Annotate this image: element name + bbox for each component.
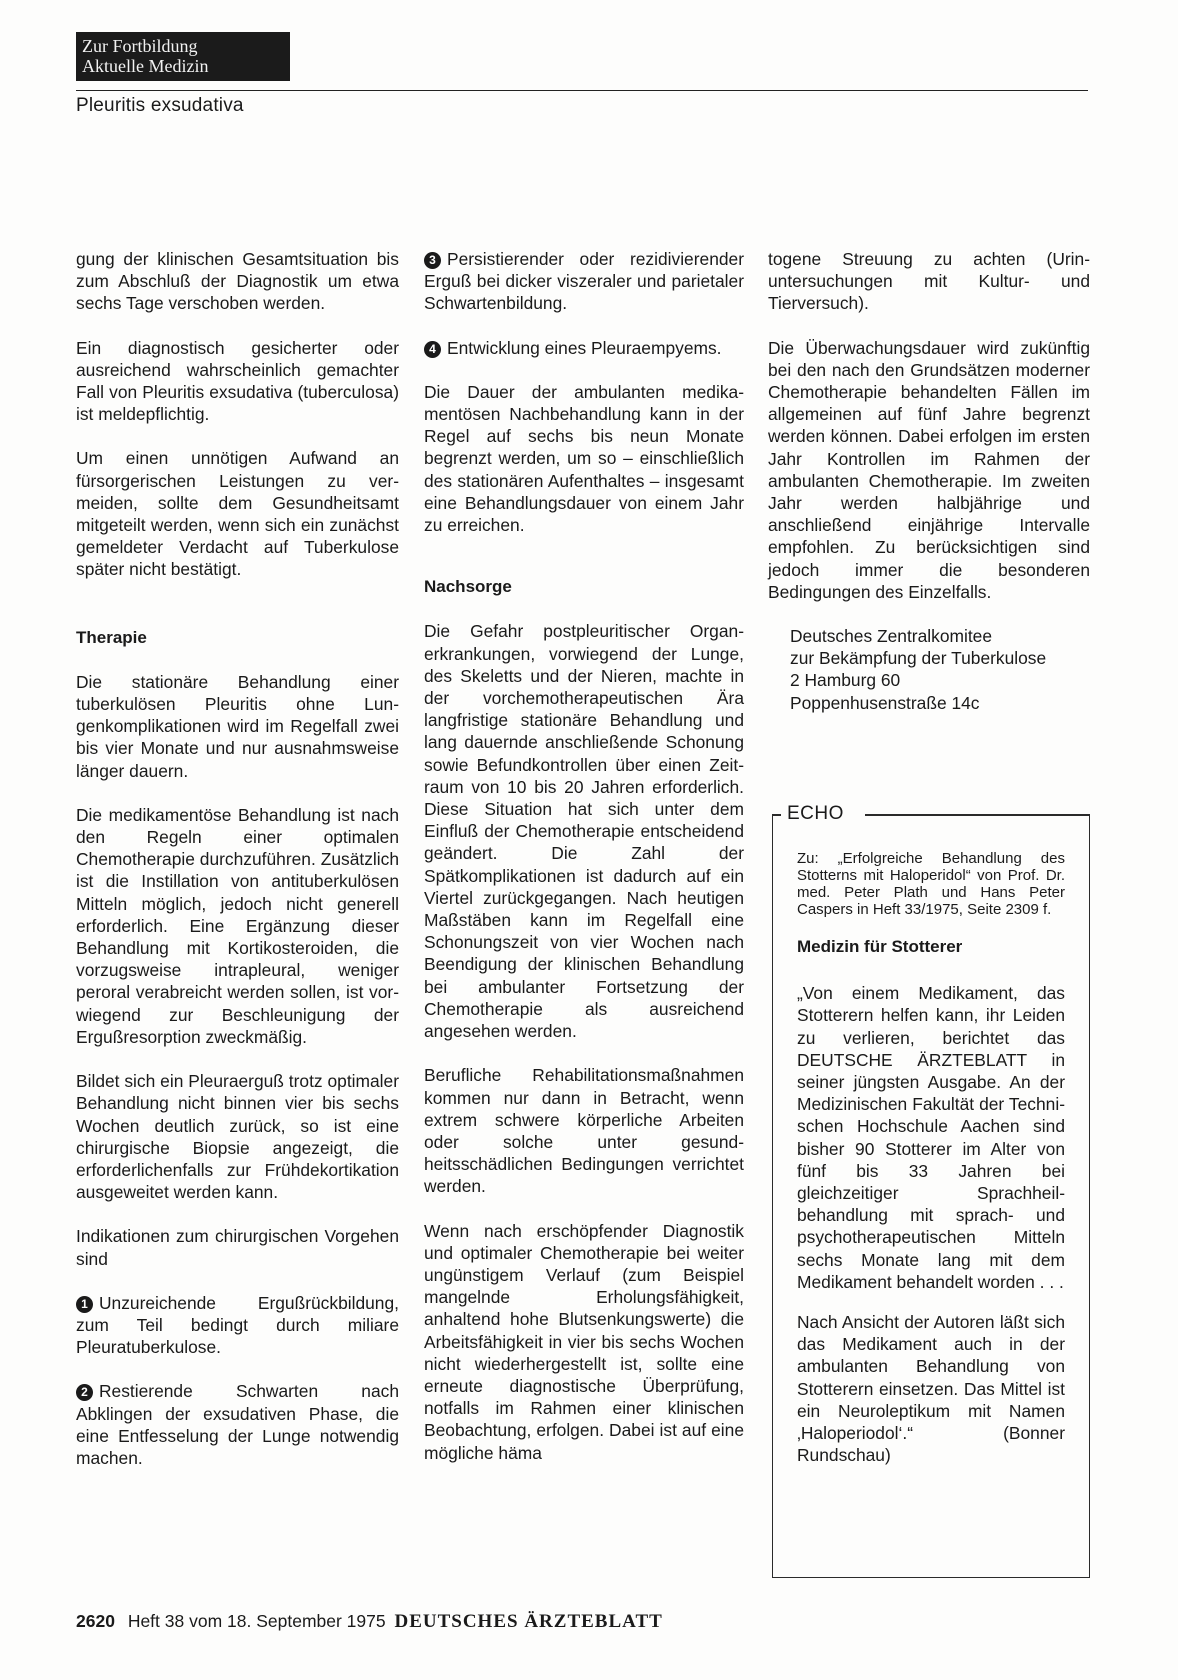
echo-reference: Zu: „Erfolgreiche Behandlung des Stotterns mit Haloperidol“ von Prof. Dr. med. Peter Plath und Hans Peter Caspers in Heft 33/1975, Seite 2309 f. bbox=[797, 850, 1065, 918]
page-footer bbox=[76, 1611, 663, 1633]
author-address bbox=[768, 625, 1090, 714]
paragraph: Die medikamentöse Behandlung ist nach den Regeln einer optimalen Chemotherapie durchzuführen. Zusätzlich ist die Instillation von antituberkulösen Mitteln möglich, jedoch nicht generell erforderlich. Eine Ergänzung dieser Behandlung mit Kortikosteroiden, die vorzugsweise intrapleural, weniger peroral verabreicht werden sollen, ist vorwiegend zur Beschleunigung der Ergußresorption zweckmäßig. bbox=[76, 804, 399, 1047]
address-line: Deutsches Zentralkomitee bbox=[790, 626, 993, 647]
article-topic: Pleuritis exsudativa bbox=[76, 95, 244, 116]
echo-heading: Medizin für Stotterer bbox=[797, 937, 963, 956]
section-badge-line2: Aktuelle Medizin bbox=[82, 56, 209, 76]
heading-nachsorge: Nachsorge bbox=[424, 577, 512, 597]
page-number: 2620 bbox=[76, 1611, 115, 1631]
number-bullet-icon: 2 bbox=[76, 1384, 93, 1401]
paragraph: togene Streuung zu achten (Urinuntersuchungen mit Kultur- und Tierversuch). bbox=[768, 249, 1090, 314]
column-1 bbox=[76, 248, 399, 1491]
column-3 bbox=[768, 248, 1090, 736]
list-item-text: Entwicklung eines Pleuraempyems. bbox=[447, 337, 722, 358]
paragraph: Die stationäre Behandlung einer tuberkulösen Pleuritis ohne Lungenkomplikationen wird im Regelfall zwei bis vier Monate und nur ausnahmsweise länger dauern. bbox=[76, 671, 399, 781]
echo-paragraph: „Von einem Medikament, das Stotterern helfen kann, ihr Leiden zu verlieren, berichtet das DEUTSCHE ÄRZTEBLATT in seiner jüngsten Ausgabe. An der Medizinischen Fakultät der Technischen Hochschule Aachen sind bisher 90 Stotterer im Alter von fünf bis 33 Jahren bei gleichzeitiger Sprachheilbehandlung mit sprach- und psychotherapeutischen Mitteln sechs Monate lang mit dem Medikament behandelt worden . . . bbox=[797, 983, 1065, 1292]
echo-border bbox=[773, 814, 781, 816]
list-item-text: Persistierender oder rezidivierender Erguß bei dicker viszeraler und parietaler Schwartenbildung. bbox=[424, 249, 744, 314]
issue-info: Heft 38 vom 18. September 1975 bbox=[127, 1611, 386, 1631]
section-badge bbox=[76, 32, 290, 81]
paragraph: gung der klinischen Gesamtsituation bis zum Abschluß der Diagnostik um etwa sechs Tage verschoben werden. bbox=[76, 249, 399, 314]
list-item bbox=[76, 1380, 399, 1469]
list-item-text: Unzureichende Ergußrückbildung, zum Teil bedingt durch miliare Pleuratuberkulose. bbox=[76, 1292, 399, 1358]
number-bullet-icon: 3 bbox=[424, 252, 441, 269]
list-item bbox=[424, 248, 744, 315]
echo-label: ECHO bbox=[787, 803, 844, 824]
paragraph: Wenn nach erschöpfender Diagnostik und optimaler Chemotherapie bei weiter ungünstigem Verlauf (zum Beispiel mangelnde Erholungsfähigkeit, anhaltend hohe Blutsenkungswerte) die Arbeitsfähigkeit in vier bis sechs Wochen nicht wiederhergestellt ist, sollte eine erneute diagnostische Überprüfung, notfalls im Rahmen einer klinischen Beobachtung, erfolgen. Dabei ist auf eine mögliche häma bbox=[424, 1220, 744, 1463]
list-item bbox=[76, 1292, 399, 1359]
paragraph: Berufliche Rehabilitationsmaßnahmen kommen nur dann in Betracht, wenn extrem schwere körperliche Arbeiten oder solche unter gesundheitsschädlichen Bedingungen verrichtet werden. bbox=[424, 1065, 744, 1197]
paragraph: Die Dauer der ambulanten medikamentösen Nachbehandlung kann in der Regel auf sechs bis neun Monate begrenzt werden, um so – einschließlich des stationären Aufenthaltes – insgesamt eine Behandlungsdauer von einem Jahr zu erreichen. bbox=[424, 381, 744, 536]
number-bullet-icon: 1 bbox=[76, 1296, 93, 1313]
echo-paragraph: Nach Ansicht der Autoren läßt sich das Medikament auch in der ambulanten Behandlung von Stotterern einsetzen. Das Mittel ist ein Neuroleptikum mit Namen ‚Haloperiodol‘.“ (Bonner Rundschau) bbox=[797, 1312, 1065, 1466]
address-line: Poppenhusenstraße 14c bbox=[790, 692, 980, 713]
paragraph: Ein diagnostisch gesicherter oder ausreichend wahrscheinlich gemachter Fall von Pleuritis exsudativa (tuberculosa) ist meldepflichtig. bbox=[76, 337, 399, 425]
address-line: 2 Hamburg 60 bbox=[790, 670, 901, 691]
paragraph: Indikationen zum chirurgischen Vorgehen sind bbox=[76, 1226, 399, 1269]
paragraph: Um einen unnötigen Aufwand an fürsorgerischen Leistungen zu vermeiden, sollte dem Gesundheitsamt mitgeteilt werden, wenn sich ein zunächst gemeldeter Verdacht auf Tuberkulose später nicht bestätigt. bbox=[76, 448, 399, 580]
section-badge-line1: Zur Fortbildung bbox=[82, 36, 198, 56]
column-2 bbox=[424, 248, 744, 1486]
echo-box bbox=[772, 803, 1090, 1578]
paragraph: Die Überwachungsdauer wird zukünftig bei den nach den Grundsätzen moderner Chemotherapie behandelten Fällen im allgemeinen auf fünf Jahre begrenzt werden können. Dabei erfolgen im ersten Jahr Kontrollen im Rahmen der ambulanten Chemotherapie. Im zweiten Jahr werden halbjährige und anschließend einjährige Intervalle empfohlen. Zu berücksichtigen sind jedoch immer die besonderen Bedingungen des Einzelfalls. bbox=[768, 337, 1090, 602]
paragraph: Bildet sich ein Pleuraerguß trotz optimaler Behandlung nicht binnen vier bis sechs Wochen deutlich zurück, so ist eine chirurgische Biopsie angezeigt, die erforderlichenfalls zur Frühdekortikation ausgeweitet werden kann. bbox=[76, 1071, 399, 1203]
address-line: zur Bekämpfung der Tuberkulose bbox=[790, 648, 1047, 669]
echo-border bbox=[865, 814, 1089, 816]
heading-therapie: Therapie bbox=[76, 627, 147, 647]
echo-content bbox=[797, 850, 1065, 1484]
list-item-text: Restierende Schwarten nach Abklingen der exsudativen Phase, die eine Entfesselung der Lunge notwendig machen. bbox=[76, 1381, 399, 1468]
list-item bbox=[424, 337, 744, 359]
paragraph: Die Gefahr postpleuritischer Organerkrankungen, vorwiegend der Lunge, des Skeletts und der Nieren, machte in der vorchemotherapeutischen Ära langfristige stationäre Behandlung und lang dauernde anschließende Schonung sowie Befundkontrollen über einen Zeitraum von 10 bis 20 Jahren erforderlich. Diese Situation hat sich unter dem Einfluß der Chemotherapie entscheidend geändert. Die Zahl der Spätkomplikationen ist dadurch auf ein Viertel zurückgegangen. Nach heutigen Maßstäben kann im Regelfall eine Schonungszeit von vier Wochen nach Beendigung der klinischen Behandlung bei ambulanter Fortsetzung der Chemotherapie als ausreichend angesehen werden. bbox=[424, 621, 744, 1042]
header-rule bbox=[76, 90, 1088, 91]
journal-name: DEUTSCHES ÄRZTEBLATT bbox=[394, 1611, 663, 1632]
number-bullet-icon: 4 bbox=[424, 341, 441, 358]
